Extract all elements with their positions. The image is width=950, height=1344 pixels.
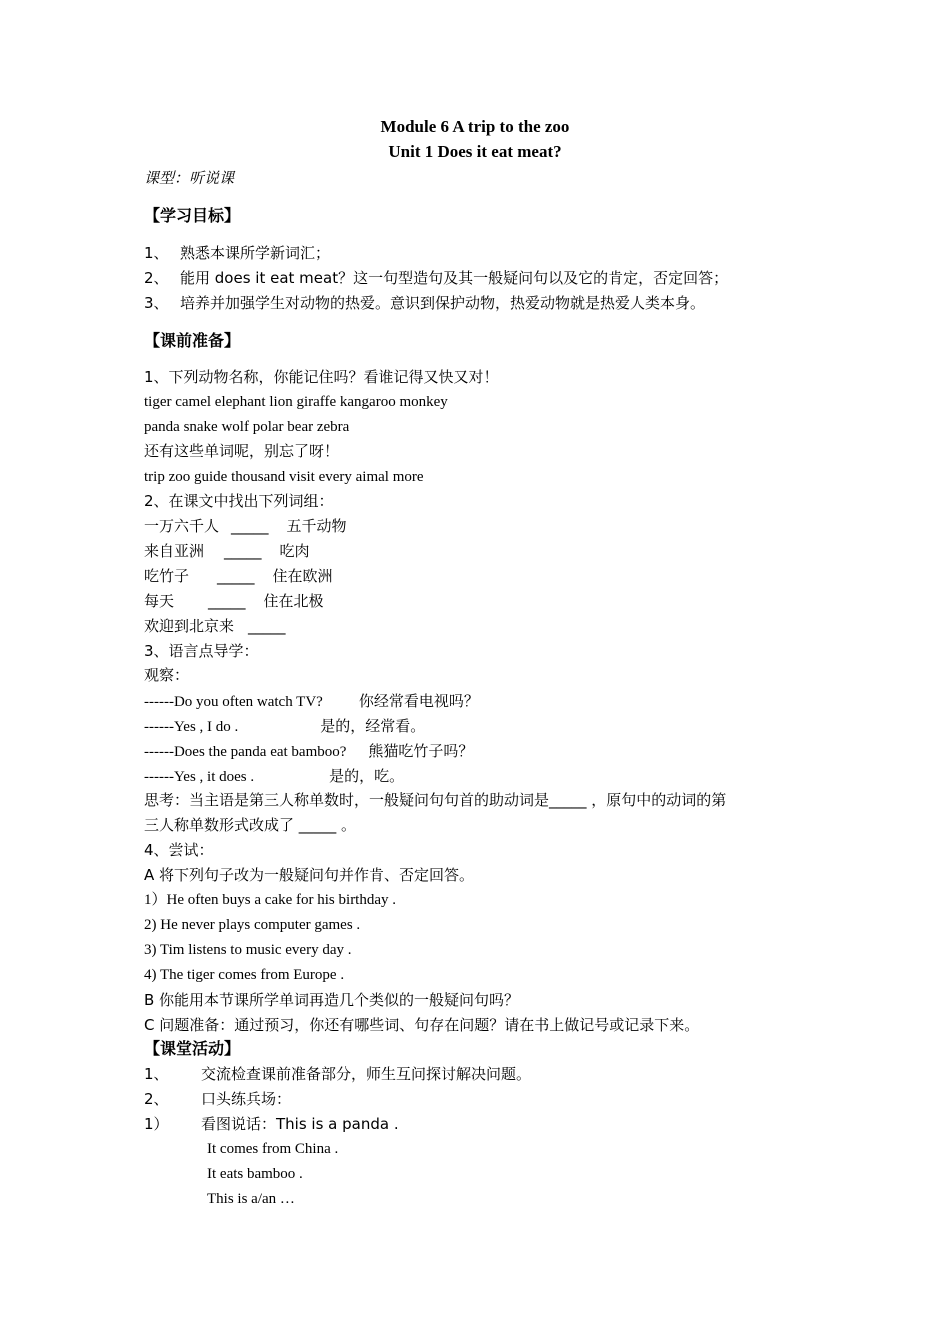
animal-words-1: tiger camel elephant lion giraffe kangaroo monkey: [144, 394, 448, 410]
objective-item: [144, 243, 330, 263]
answer-blank: _____: [248, 617, 286, 635]
activity-item: [144, 1089, 291, 1109]
dialogue-english: ------Yes , it does .: [144, 769, 255, 785]
think-line-1: 思考：当主语是第三人称单数时，一般疑问句句首的助动词是_____ ，原句中的动词的第: [144, 791, 727, 809]
phrase-chinese: 每天: [144, 592, 175, 610]
activities-heading: 【课堂活动】: [144, 1039, 241, 1058]
phrase-chinese: 住在北极: [263, 592, 324, 610]
objective-item: [144, 268, 728, 288]
dialogue-line: [144, 716, 425, 737]
phrase-row: [144, 541, 310, 561]
phrase-row: [144, 591, 324, 611]
phrase-chinese: 五千动物: [286, 517, 347, 535]
activity-number: 2、: [144, 1090, 169, 1108]
phrase-chinese: 欢迎到北京来: [144, 617, 235, 635]
dialogue-chinese: 是的，吃。: [329, 767, 405, 785]
activity-text: 口头练兵场：: [201, 1090, 292, 1108]
activity-number: 1）: [144, 1115, 169, 1133]
exercise-sentence: 4) The tiger comes from Europe .: [144, 967, 345, 983]
dialogue-chinese: 你经常看电视吗？: [358, 692, 479, 710]
activity-text: 看图说话：This is a panda .: [201, 1115, 399, 1133]
objective-text: 能用 does it eat meat？这一句型造句及其一般疑问句以及它的肯定，否定回答；: [180, 269, 729, 287]
phrase-row: [144, 516, 347, 536]
answer-blank: _____: [231, 517, 269, 535]
dialogue-english: ------Yes , I do .: [144, 719, 239, 735]
phrase-chinese: 住在欧洲: [272, 567, 333, 585]
answer-blank: _____: [224, 542, 262, 560]
task-c: C 问题准备：通过预习，你还有哪些词、句存在问题？请在书上做记号或记录下来。: [144, 1016, 700, 1034]
dialogue-line: [144, 766, 404, 787]
answer-blank: _____: [208, 592, 246, 610]
exercise-sentence: 1）He often buys a cake for his birthday .: [144, 892, 397, 908]
lesson-type: 课型：听说课: [144, 169, 235, 187]
activity-item: [144, 1114, 399, 1134]
question-2: 2、在课文中找出下列词组：: [144, 492, 334, 510]
objectives-heading: 【学习目标】: [144, 206, 241, 225]
objective-number: 1、: [144, 244, 169, 262]
unit-title: Unit 1 Does it eat meat?: [388, 142, 562, 161]
phrase-chinese: 来自亚洲: [144, 542, 205, 560]
think-line-2: 三人称单数形式改成了 _____ 。: [144, 816, 357, 834]
activity-text: 交流检查课前准备部分，师生互问探讨解决问题。: [201, 1065, 532, 1083]
phrase-chinese: 吃肉: [279, 542, 310, 560]
example-sentence: This is a/an …: [207, 1191, 295, 1207]
question-1: 1、下列动物名称，你能记住吗？看谁记得又快又对！: [144, 368, 499, 386]
exercise-sentence: 2) He never plays computer games .: [144, 917, 361, 933]
objective-number: 3、: [144, 294, 169, 312]
dialogue-line: [144, 741, 473, 762]
objective-item: [144, 293, 705, 313]
dialogue-line: [144, 691, 479, 712]
phrase-chinese: 吃竹子: [144, 567, 190, 585]
module-title: Module 6 A trip to the zoo: [380, 117, 570, 136]
question-4: 4、尝试：: [144, 841, 214, 859]
exercise-sentence: 3) Tim listens to music every day .: [144, 942, 352, 958]
answer-blank: _____: [217, 567, 255, 585]
objective-number: 2、: [144, 269, 169, 287]
more-words: trip zoo guide thousand visit every aimal more: [144, 469, 424, 485]
dialogue-chinese: 熊猫吃竹子吗？: [368, 742, 474, 760]
preparation-heading: 【课前准备】: [144, 331, 241, 350]
animal-words-2: panda snake wolf polar bear zebra: [144, 419, 350, 435]
observe-label: 观察：: [144, 666, 190, 684]
question-3: 3、语言点导学：: [144, 642, 259, 660]
task-a: A 将下列句子改为一般疑问句并作肯、否定回答。: [144, 866, 475, 884]
activity-number: 1、: [144, 1065, 169, 1083]
more-words-label: 还有这些单词呢，别忘了呀！: [144, 442, 340, 460]
phrase-row: [144, 616, 286, 636]
objective-text: 熟悉本课所学新词汇；: [180, 244, 331, 262]
task-b: B 你能用本节课所学单词再造几个类似的一般疑问句吗？: [144, 991, 520, 1009]
dialogue-chinese: 是的，经常看。: [320, 717, 426, 735]
example-sentence: It comes from China .: [207, 1141, 339, 1157]
example-sentence: It eats bamboo .: [207, 1166, 303, 1182]
phrase-chinese: 一万六千人: [144, 517, 220, 535]
dialogue-english: ------Do you often watch TV?: [144, 694, 323, 710]
phrase-row: [144, 566, 333, 586]
dialogue-english: ------Does the panda eat bamboo?: [144, 744, 347, 760]
activity-item: [144, 1064, 531, 1084]
objective-text: 培养并加强学生对动物的热爱。意识到保护动物，热爱动物就是热爱人类本身。: [180, 294, 706, 312]
